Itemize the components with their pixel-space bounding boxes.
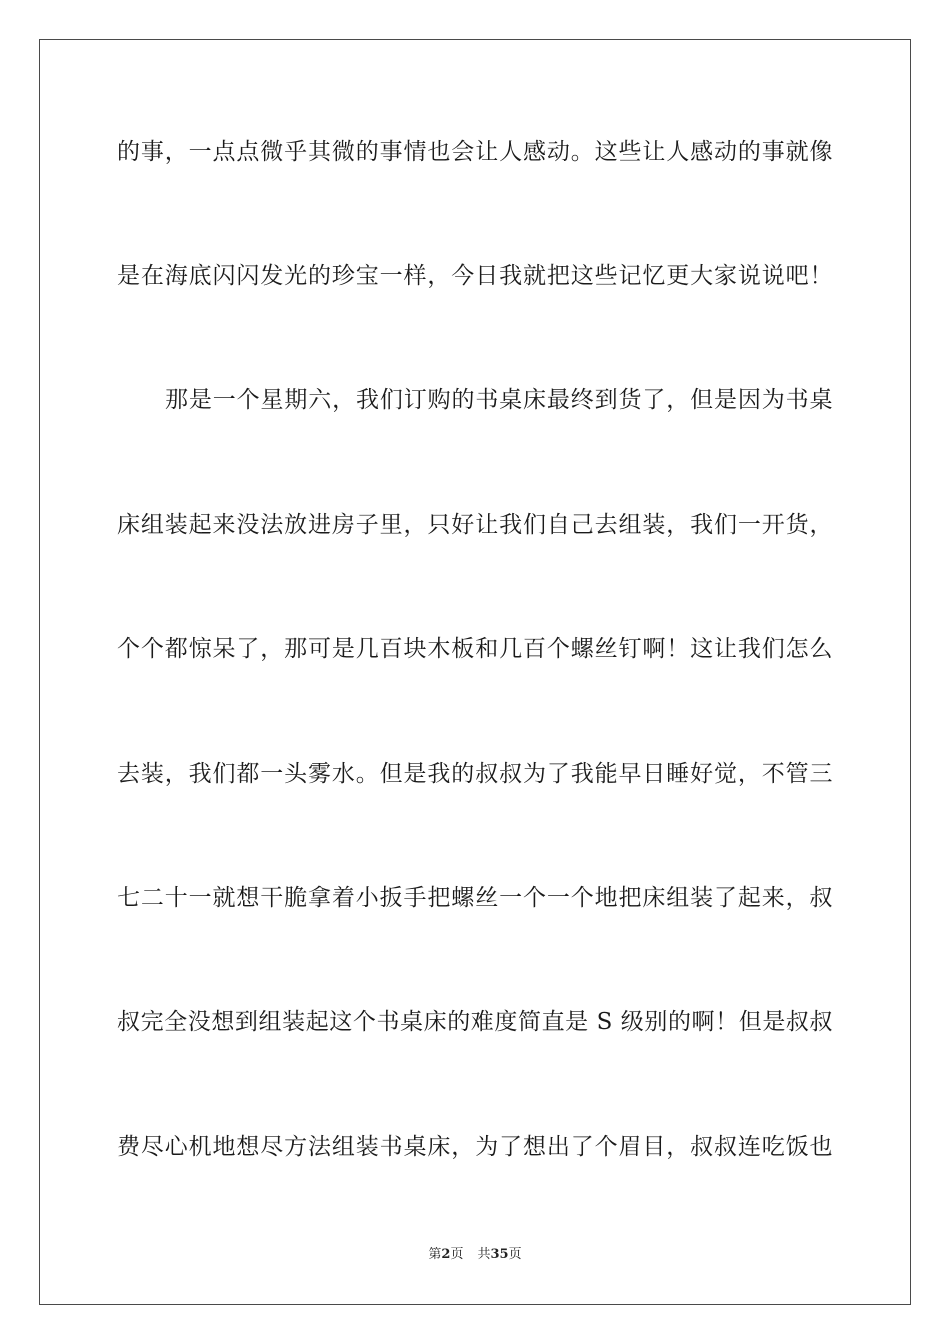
- total-suffix: 页: [508, 1247, 522, 1262]
- body-text-line-6: 去装，我们都一头雾水。但是我的叔叔为了我能早日睡好觉，不管三: [117, 761, 833, 787]
- page-suffix: 页: [450, 1247, 464, 1262]
- body-text-line-8: 叔完全没想到组装起这个书桌床的难度简直是 S 级别的啊！但是叔叔: [117, 1009, 833, 1035]
- body-text-line-3: 那是一个星期六，我们订购的书桌床最终到货了，但是因为书桌: [165, 387, 833, 413]
- total-prefix: 共: [477, 1247, 491, 1262]
- total-pages: 35: [490, 1247, 509, 1262]
- body-text-line-5: 个个都惊呆了，那可是几百块木板和几百个螺丝钉啊！这让我们怎么: [117, 636, 833, 662]
- page-footer: [0, 1246, 950, 1264]
- body-text-line-9: 费尽心机地想尽方法组装书桌床，为了想出了个眉目，叔叔连吃饭也: [117, 1134, 833, 1160]
- body-text-line-2: 是在海底闪闪发光的珍宝一样，今日我就把这些记忆更大家说说吧！: [117, 263, 833, 289]
- body-text-line-7: 七二十一就想干脆拿着小扳手把螺丝一个一个地把床组装了起来，叔: [117, 885, 833, 911]
- page-border: [39, 39, 911, 1305]
- body-text-line-1: 的事，一点点微乎其微的事情也会让人感动。这些让人感动的事就像: [117, 139, 833, 165]
- page-number: 2: [441, 1247, 451, 1262]
- page-prefix: 第: [428, 1247, 442, 1262]
- body-text-line-4: 床组装起来没法放进房子里，只好让我们自己去组装，我们一开货，: [117, 512, 833, 538]
